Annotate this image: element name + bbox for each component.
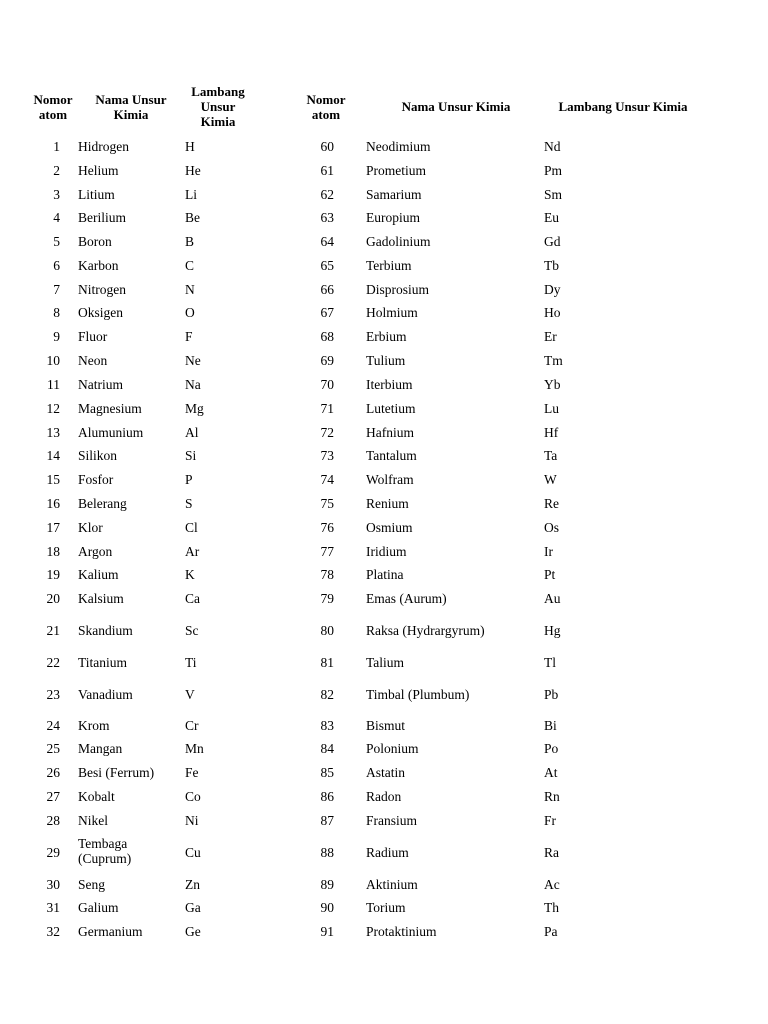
header-right-number: Nomor atom bbox=[306, 92, 346, 122]
cell-left-name: Seng bbox=[78, 877, 105, 892]
cell-left-number: 4 bbox=[53, 210, 60, 225]
cell-right-number: 72 bbox=[320, 425, 334, 440]
cell-right-number: 82 bbox=[320, 687, 334, 702]
header-left-number: Nomor atom bbox=[33, 92, 73, 122]
cell-right-symbol: Sm bbox=[544, 187, 563, 202]
cell-left-symbol: P bbox=[185, 472, 193, 487]
cell-left-symbol: Ga bbox=[185, 900, 201, 915]
cell-right-number: 64 bbox=[320, 234, 334, 249]
cell-left-number: 10 bbox=[46, 353, 60, 368]
cell-left-name: Neon bbox=[78, 353, 108, 368]
cell-right-name: Terbium bbox=[366, 258, 412, 273]
cell-left-symbol: Ni bbox=[185, 813, 199, 828]
cell-left-name: Silikon bbox=[78, 448, 118, 463]
cell-left-name: Hidrogen bbox=[78, 139, 129, 154]
cell-left-name: Magnesium bbox=[78, 401, 142, 416]
cell-right-number: 62 bbox=[320, 187, 334, 202]
cell-right-symbol: Lu bbox=[544, 401, 559, 416]
cell-right-symbol: Tm bbox=[544, 353, 563, 368]
cell-right-number: 67 bbox=[320, 305, 334, 320]
cell-left-number: 15 bbox=[46, 472, 60, 487]
cell-left-number: 14 bbox=[46, 448, 60, 463]
cell-right-symbol: Ac bbox=[544, 877, 560, 892]
cell-right-number: 60 bbox=[320, 139, 334, 154]
cell-right-symbol: Ra bbox=[544, 845, 559, 860]
cell-left-symbol: Ca bbox=[185, 591, 200, 606]
cell-left-name: Argon bbox=[78, 544, 113, 559]
cell-right-number: 91 bbox=[320, 924, 334, 939]
cell-left-symbol: Be bbox=[185, 210, 200, 225]
cell-left-symbol: Ar bbox=[185, 544, 200, 559]
cell-left-number: 2 bbox=[53, 163, 60, 178]
cell-right-symbol: Pt bbox=[544, 567, 556, 582]
cell-right-symbol: Yb bbox=[544, 377, 561, 392]
cell-right-name: Radium bbox=[366, 845, 409, 860]
cell-left-name: Kalium bbox=[78, 567, 119, 582]
cell-left-symbol: Ne bbox=[185, 353, 201, 368]
cell-left-name: Boron bbox=[78, 234, 112, 249]
cell-left-number: 17 bbox=[46, 520, 60, 535]
cell-right-name: Tulium bbox=[366, 353, 406, 368]
header-right-symbol: Lambang Unsur Kimia bbox=[558, 99, 688, 114]
cell-right-symbol: Pb bbox=[544, 687, 559, 702]
cell-left-number: 8 bbox=[53, 305, 60, 320]
cell-right-symbol: Pm bbox=[544, 163, 563, 178]
cell-left-symbol: K bbox=[185, 567, 195, 582]
cell-right-number: 73 bbox=[320, 448, 334, 463]
cell-left-symbol: Cu bbox=[185, 845, 201, 860]
cell-left-number: 24 bbox=[46, 718, 60, 733]
cell-left-symbol: F bbox=[185, 329, 193, 344]
cell-right-name: Raksa (Hydrargyrum) bbox=[366, 623, 485, 638]
cell-left-number: 13 bbox=[46, 425, 60, 440]
cell-left-name: Fosfor bbox=[78, 472, 114, 487]
cell-left-name: Kalsium bbox=[78, 591, 124, 606]
cell-right-name: Platina bbox=[366, 567, 404, 582]
cell-left-name: Belerang bbox=[78, 496, 127, 511]
cell-right-symbol: Hg bbox=[544, 623, 561, 638]
cell-left-name: Fluor bbox=[78, 329, 108, 344]
cell-right-number: 84 bbox=[320, 741, 334, 756]
cell-right-number: 81 bbox=[320, 655, 334, 670]
cell-right-symbol: Tl bbox=[544, 655, 556, 670]
cell-right-number: 63 bbox=[320, 210, 334, 225]
cell-left-name: Vanadium bbox=[78, 687, 133, 702]
cell-right-name: Lutetium bbox=[366, 401, 416, 416]
cell-right-symbol: Ta bbox=[544, 448, 558, 463]
cell-right-name: Emas (Aurum) bbox=[366, 591, 447, 606]
cell-right-number: 87 bbox=[320, 813, 334, 828]
cell-right-symbol: W bbox=[544, 472, 557, 487]
cell-left-symbol: S bbox=[185, 496, 193, 511]
cell-left-number: 5 bbox=[53, 234, 60, 249]
cell-left-number: 22 bbox=[46, 655, 60, 670]
cell-left-name: Germanium bbox=[78, 924, 143, 939]
cell-left-number: 3 bbox=[53, 187, 60, 202]
cell-left-number: 11 bbox=[47, 377, 60, 392]
cell-right-name: Gadolinium bbox=[366, 234, 431, 249]
cell-right-symbol: Th bbox=[544, 900, 559, 915]
cell-right-symbol: Eu bbox=[544, 210, 559, 225]
cell-left-number: 27 bbox=[46, 789, 60, 804]
cell-left-number: 7 bbox=[53, 282, 60, 297]
cell-left-symbol: Ti bbox=[185, 655, 197, 670]
cell-right-symbol: Rn bbox=[544, 789, 560, 804]
cell-right-number: 71 bbox=[320, 401, 334, 416]
cell-left-number: 23 bbox=[46, 687, 60, 702]
cell-left-number: 1 bbox=[53, 139, 60, 154]
cell-left-number: 12 bbox=[46, 401, 60, 416]
cell-left-symbol: Si bbox=[185, 448, 197, 463]
cell-left-name: Mangan bbox=[78, 741, 123, 756]
cell-right-symbol: Dy bbox=[544, 282, 561, 297]
cell-left-symbol: Ge bbox=[185, 924, 201, 939]
cell-right-name: Radon bbox=[366, 789, 402, 804]
cell-left-name: Kobalt bbox=[78, 789, 115, 804]
cell-left-name: Alumunium bbox=[78, 425, 144, 440]
cell-right-symbol: Ir bbox=[544, 544, 553, 559]
cell-right-number: 80 bbox=[320, 623, 334, 638]
cell-left-name: Titanium bbox=[78, 655, 128, 670]
cell-left-symbol: Na bbox=[185, 377, 201, 392]
cell-left-symbol: O bbox=[185, 305, 195, 320]
cell-right-number: 79 bbox=[320, 591, 334, 606]
cell-left-name: Klor bbox=[78, 520, 103, 535]
cell-left-symbol: He bbox=[185, 163, 201, 178]
cell-right-number: 86 bbox=[320, 789, 334, 804]
cell-right-number: 90 bbox=[320, 900, 334, 915]
cell-left-number: 25 bbox=[46, 741, 60, 756]
cell-right-number: 83 bbox=[320, 718, 334, 733]
cell-left-symbol: V bbox=[185, 687, 195, 702]
cell-right-number: 74 bbox=[320, 472, 334, 487]
cell-left-symbol: Zn bbox=[185, 877, 200, 892]
cell-right-symbol: Os bbox=[544, 520, 560, 535]
cell-right-number: 88 bbox=[320, 845, 334, 860]
cell-right-name: Aktinium bbox=[366, 877, 418, 892]
cell-left-name: Nikel bbox=[78, 813, 108, 828]
cell-right-number: 66 bbox=[320, 282, 334, 297]
cell-left-number: 9 bbox=[53, 329, 60, 344]
cell-right-number: 76 bbox=[320, 520, 334, 535]
cell-right-number: 78 bbox=[320, 567, 334, 582]
cell-left-number: 28 bbox=[46, 813, 60, 828]
cell-left-number: 20 bbox=[46, 591, 60, 606]
cell-left-number: 16 bbox=[46, 496, 60, 511]
cell-right-name: Prometium bbox=[366, 163, 426, 178]
cell-right-name: Erbium bbox=[366, 329, 407, 344]
cell-left-symbol: Cr bbox=[185, 718, 199, 733]
cell-right-symbol: Gd bbox=[544, 234, 561, 249]
cell-right-number: 65 bbox=[320, 258, 334, 273]
cell-right-number: 75 bbox=[320, 496, 334, 511]
cell-right-name: Talium bbox=[366, 655, 405, 670]
cell-right-symbol: Tb bbox=[544, 258, 559, 273]
cell-right-name: Astatin bbox=[366, 765, 405, 780]
cell-right-name: Europium bbox=[366, 210, 420, 225]
cell-left-symbol: Al bbox=[185, 425, 199, 440]
cell-left-name: Besi (Ferrum) bbox=[78, 765, 155, 780]
cell-left-number: 6 bbox=[53, 258, 60, 273]
cell-left-number: 31 bbox=[46, 900, 60, 915]
cell-right-name: Polonium bbox=[366, 741, 419, 756]
cell-left-name: Nitrogen bbox=[78, 282, 126, 297]
cell-left-number: 18 bbox=[46, 544, 60, 559]
cell-right-name: Iterbium bbox=[366, 377, 413, 392]
cell-left-symbol: Mg bbox=[185, 401, 204, 416]
cell-right-name: Bismut bbox=[366, 718, 406, 733]
cell-left-name: Galium bbox=[78, 900, 119, 915]
cell-left-symbol: C bbox=[185, 258, 195, 273]
cell-right-name: Iridium bbox=[366, 544, 407, 559]
cell-left-name: Karbon bbox=[78, 258, 119, 273]
cell-right-name: Hafnium bbox=[366, 425, 414, 440]
cell-right-symbol: Po bbox=[544, 741, 559, 756]
cell-left-name: Helium bbox=[78, 163, 119, 178]
cell-right-name: Osmium bbox=[366, 520, 413, 535]
cell-right-symbol: Hf bbox=[544, 425, 559, 440]
cell-right-name: Fransium bbox=[366, 813, 418, 828]
cell-left-name: Krom bbox=[78, 718, 110, 733]
header-left-name: Nama Unsur Kimia bbox=[95, 92, 167, 122]
cell-left-name: Oksigen bbox=[78, 305, 123, 320]
cell-left-symbol: Co bbox=[185, 789, 201, 804]
cell-right-symbol: Bi bbox=[544, 718, 557, 733]
cell-right-number: 61 bbox=[320, 163, 334, 178]
cell-left-symbol: Sc bbox=[185, 623, 199, 638]
cell-left-symbol: Li bbox=[185, 187, 197, 202]
cell-right-number: 85 bbox=[320, 765, 334, 780]
cell-left-name: Tembaga (Cuprum) bbox=[78, 836, 132, 866]
cell-right-name: Holmium bbox=[366, 305, 418, 320]
cell-left-name: Berilium bbox=[78, 210, 126, 225]
cell-right-symbol: Re bbox=[544, 496, 559, 511]
cell-left-symbol: H bbox=[185, 139, 195, 154]
cell-right-symbol: Pa bbox=[544, 924, 558, 939]
cell-right-name: Torium bbox=[366, 900, 406, 915]
cell-right-name: Neodimium bbox=[366, 139, 431, 154]
cell-left-symbol: N bbox=[185, 282, 195, 297]
cell-right-name: Timbal (Plumbum) bbox=[366, 687, 470, 702]
cell-right-number: 89 bbox=[320, 877, 334, 892]
cell-right-name: Samarium bbox=[366, 187, 422, 202]
cell-right-name: Protaktinium bbox=[366, 924, 437, 939]
cell-right-symbol: Nd bbox=[544, 139, 561, 154]
cell-right-symbol: Fr bbox=[544, 813, 557, 828]
cell-left-symbol: B bbox=[185, 234, 195, 249]
cell-left-name: Litium bbox=[78, 187, 115, 202]
cell-left-name: Skandium bbox=[78, 623, 133, 638]
cell-right-name: Renium bbox=[366, 496, 409, 511]
cell-right-number: 70 bbox=[320, 377, 334, 392]
cell-left-symbol: Fe bbox=[185, 765, 199, 780]
header-left-symbol: Lambang Unsur Kimia bbox=[191, 84, 245, 129]
cell-left-number: 32 bbox=[46, 924, 60, 939]
cell-left-symbol: Mn bbox=[185, 741, 204, 756]
cell-right-name: Tantalum bbox=[366, 448, 417, 463]
cell-left-name: Natrium bbox=[78, 377, 123, 392]
cell-right-symbol: Au bbox=[544, 591, 561, 606]
cell-right-number: 77 bbox=[320, 544, 334, 559]
cell-left-number: 29 bbox=[46, 845, 60, 860]
cell-right-symbol: Ho bbox=[544, 305, 561, 320]
cell-left-number: 26 bbox=[46, 765, 60, 780]
cell-right-number: 69 bbox=[320, 353, 334, 368]
cell-left-number: 19 bbox=[46, 567, 60, 582]
header-right-name: Nama Unsur Kimia bbox=[401, 99, 511, 114]
cell-left-number: 21 bbox=[46, 623, 60, 638]
cell-right-name: Disprosium bbox=[366, 282, 430, 297]
cell-right-symbol: Er bbox=[544, 329, 557, 344]
cell-right-number: 68 bbox=[320, 329, 334, 344]
cell-left-number: 30 bbox=[46, 877, 60, 892]
cell-right-name: Wolfram bbox=[366, 472, 414, 487]
cell-left-symbol: Cl bbox=[185, 520, 198, 535]
cell-right-symbol: At bbox=[544, 765, 558, 780]
